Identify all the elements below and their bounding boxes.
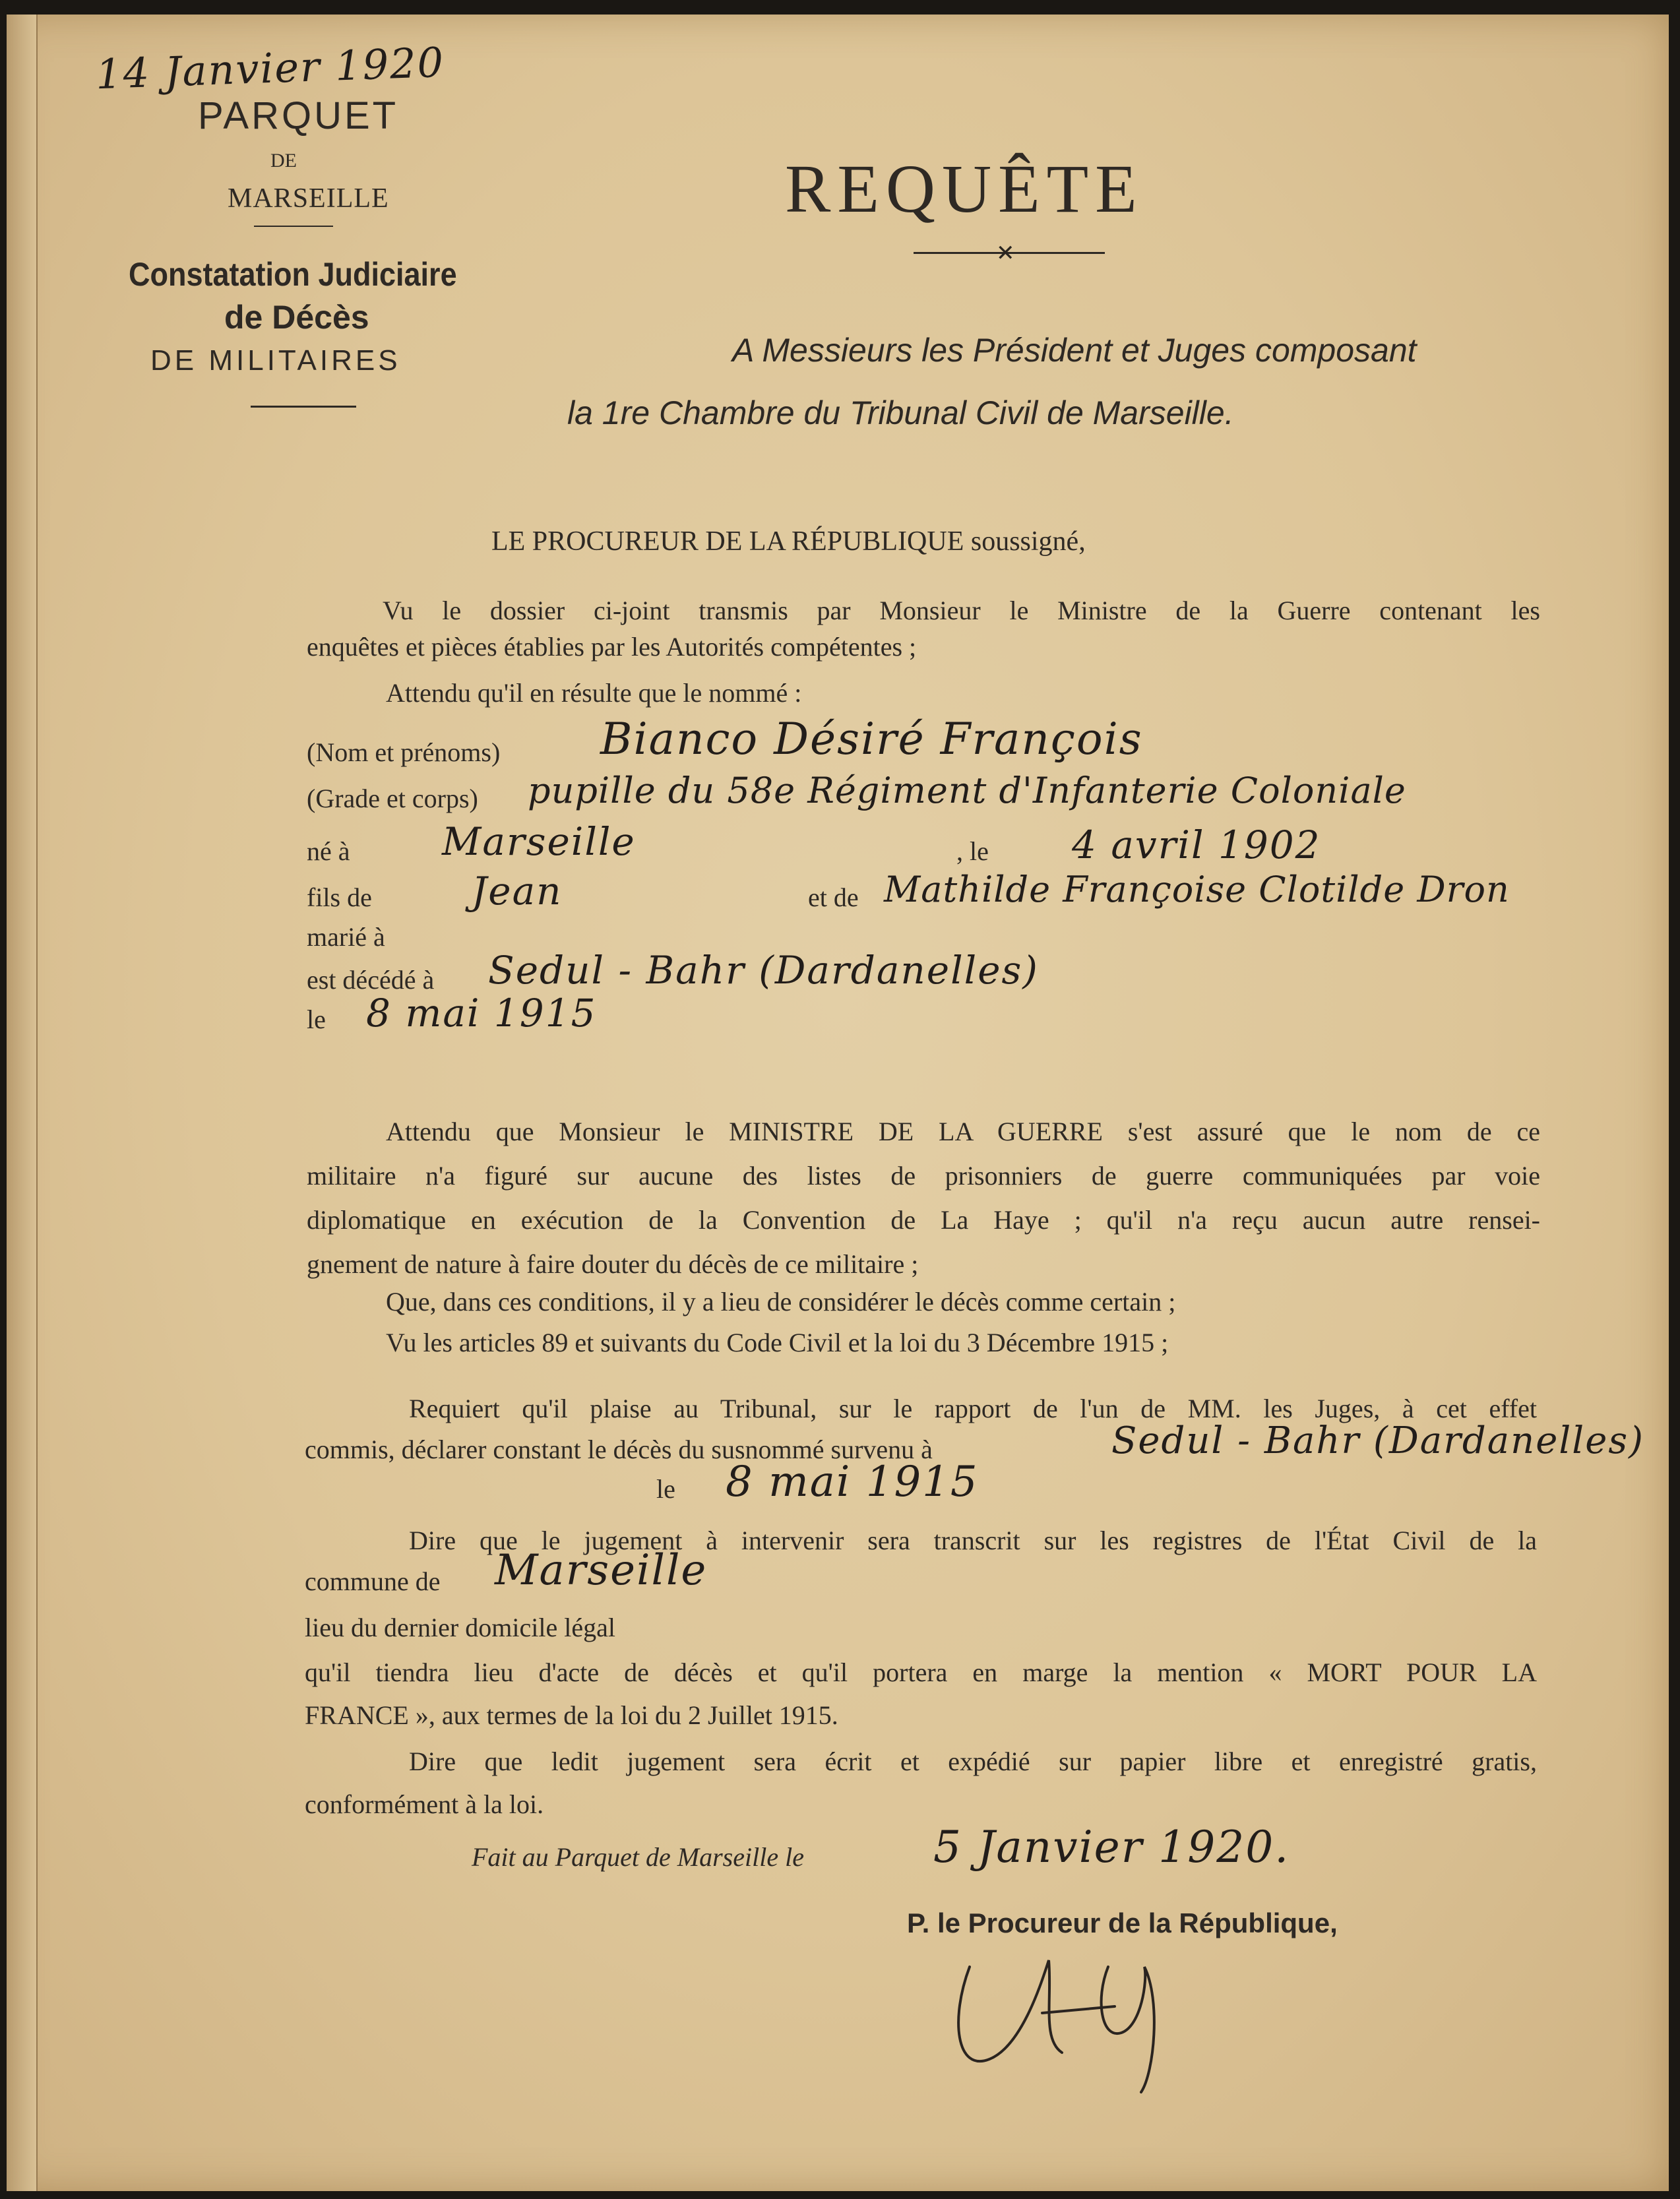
header-divider	[254, 226, 333, 227]
p5-line3: lieu du dernier domicile légal	[305, 1613, 615, 1642]
p1-line3: diplomatique en exécution de la Convention de La Haye ; qu'il n'a reçu aucun autre rensei-	[307, 1205, 1540, 1235]
p5-line5: FRANCE », aux termes de la loi du 2 Juillet 1915.	[305, 1700, 838, 1730]
son-value: Jean	[472, 869, 563, 914]
rank-label: (Grade et corps)	[307, 784, 478, 813]
death-date-label: le	[307, 1005, 326, 1034]
handwritten-date: 14 Janvier 1920	[94, 38, 446, 99]
born-date-value: 4 avril 1902	[1072, 822, 1321, 867]
mother-value: Mathilde Françoise Clotilde Dron	[884, 869, 1510, 910]
son-label: fils de	[307, 883, 372, 912]
address-line1: A Messieurs les Président et Juges composant	[732, 332, 1417, 369]
document-page	[7, 15, 1669, 2191]
binding-edge	[7, 15, 38, 2191]
name-value: Bianco Désiré François	[600, 714, 1143, 764]
dept-line3: DE MILITAIRES	[150, 344, 401, 377]
born-value: Marseille	[442, 819, 636, 864]
closing-date-value: 5 Janvier 1920.	[933, 1822, 1290, 1873]
page-title: REQUÊTE	[785, 151, 1144, 227]
p5-commune-label: commune de	[305, 1566, 441, 1596]
dept-line2: de Décès	[224, 299, 369, 336]
attendu-line: Attendu qu'il en résulte que le nommé :	[386, 678, 802, 708]
signatory-line: P. le Procureur de la République,	[907, 1907, 1338, 1938]
p2-line: Que, dans ces conditions, il y a lieu de considérer le décès comme certain ;	[386, 1287, 1176, 1316]
married-label: marié à	[307, 922, 385, 952]
vu-line1: Vu le dossier ci-joint transmis par Monsieur le Ministre de la Guerre contenant les	[383, 596, 1540, 625]
name-label: (Nom et prénoms)	[307, 737, 501, 767]
dept-line1: Constatation Judiciaire	[129, 256, 457, 293]
p4-date-value: 8 mai 1915	[726, 1458, 979, 1506]
p6-line1: Dire que ledit jugement sera écrit et expédié sur papier libre et enregistré gratis,	[409, 1747, 1537, 1776]
p3-line: Vu les articles 89 et suivants du Code Civil et la loi du 3 Décembre 1915 ;	[386, 1328, 1169, 1357]
p5-line1: Dire que le jugement à intervenir sera transcrit sur les registres de l'État Civil de la	[409, 1526, 1537, 1555]
born-date-label: , le	[956, 836, 989, 866]
signature-icon	[943, 1940, 1220, 2105]
mother-label: et de	[808, 883, 859, 912]
p1-line2: militaire n'a figuré sur aucune des listes de prisonniers de guerre communiquées par voie	[307, 1161, 1540, 1191]
rank-value: pupille du 58e Régiment d'Infanterie Coloniale	[528, 770, 1406, 811]
office-line3: MARSEILLE	[228, 183, 389, 214]
p5-line4: qu'il tiendra lieu d'acte de décès et qu'il portera en marge la mention « MORT POUR LA	[305, 1657, 1537, 1687]
p1-line1: Attendu que Monsieur le MINISTRE DE LA GUERRE s'est assuré que le nom de ce	[386, 1117, 1540, 1146]
address-line2: la 1re Chambre du Tribunal Civil de Marseille.	[567, 394, 1234, 431]
death-place-value: Sedul - Bahr (Dardanelles)	[488, 948, 1039, 993]
born-label: né à	[307, 836, 350, 866]
p4-place-value: Sedul - Bahr (Dardanelles)	[1111, 1419, 1644, 1462]
opening-line: LE PROCUREUR DE LA RÉPUBLIQUE soussigné,	[491, 526, 1086, 557]
p4-line2: commis, déclarer constant le décès du susnommé survenu à	[305, 1435, 933, 1464]
p5-commune-value: Marseille	[495, 1546, 708, 1595]
office-line1: PARQUET	[198, 94, 399, 137]
p1-line4: gnement de nature à faire douter du décès de ce militaire ;	[307, 1249, 919, 1279]
death-place-label: est décédé à	[307, 965, 435, 995]
p4-line1: Requiert qu'il plaise au Tribunal, sur le rapport de l'un de MM. les Juges, à cet effet	[409, 1394, 1537, 1423]
p6-line2: conformément à la loi.	[305, 1789, 544, 1819]
vu-line2: enquêtes et pièces établies par les Autorités compétentes ;	[307, 632, 917, 662]
p4-le-label: le	[656, 1474, 675, 1504]
title-flourish-icon: ✕	[996, 241, 1015, 266]
death-date-value: 8 mai 1915	[366, 991, 597, 1036]
header-flourish-left	[251, 406, 356, 408]
office-line2: DE	[270, 150, 297, 171]
fait-au-parquet: Fait au Parquet de Marseille le	[472, 1842, 804, 1872]
